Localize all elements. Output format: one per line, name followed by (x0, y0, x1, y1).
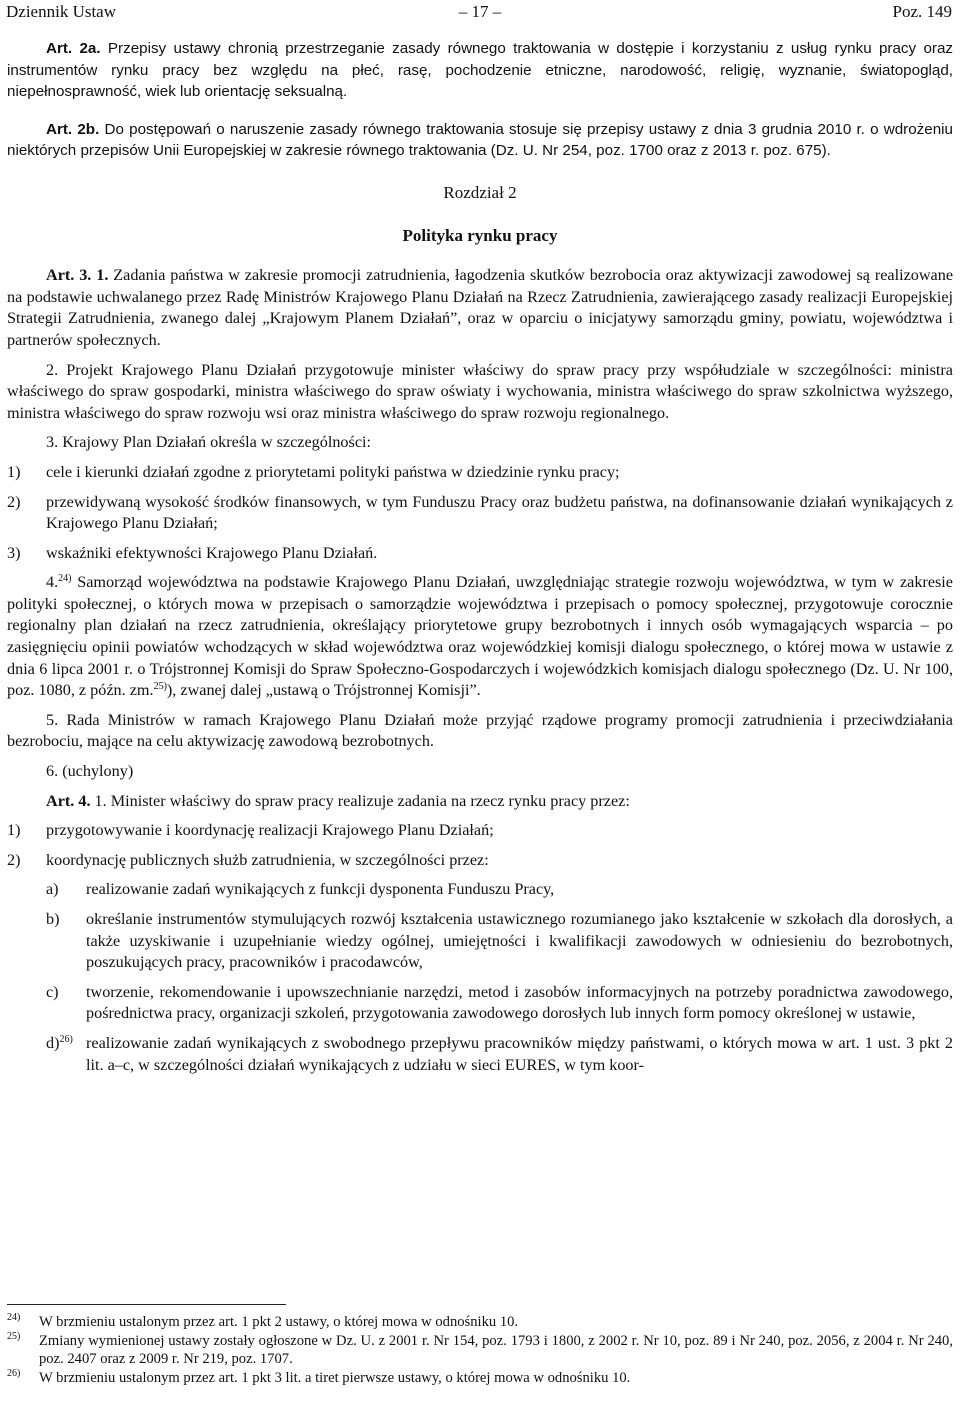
footnote-divider (7, 1304, 286, 1305)
chapter-number: Rozdział 2 (443, 182, 517, 202)
page-header (0, 0, 960, 22)
page-number: – 17 – (458, 2, 502, 21)
footnote: 26) W brzmieniu ustalonym przez art. 1 pkt 3 lit. a tiret pierwsze ustawy, o której mowa w odnośniku 10. (7, 1367, 631, 1386)
footnote-ref: 25) (153, 681, 167, 693)
footnote: 24) W brzmieniu ustalonym przez art. 1 pkt 2 ustawy, o której mowa w odnośniku 10. (7, 1312, 519, 1330)
chapter-title: Polityka rynku pracy (402, 225, 558, 245)
article-4-para-1: Art. 4. 1. Minister właściwy do spraw pracy realizuje zadania na rzecz rynku pracy przez: (46, 791, 630, 810)
article-3-para-4: 4.$^{24)}$ Samorząd województwa na podstawie Krajowego Planu Działań, uwzględniając strategie rozwoju województwa, w tym w zakresie polityki społecznej, o których mowa w przepisach o samorządzie województwa i przepisach o pomocy społecznej, przygotowuje corocznie regionalny plan działań na rzecz zatrudnienia, określający priorytetowe grupy bezrobotnych i innych osób wymagających wsparcia – po zasięgnięciu opinii powiatów wchodzących w skład województwa oraz wojewódzkiej komisji dialogu społecznego, o której mowa w ustawie z dnia 6 lipca 2001 r. o Trójstronnej Komisji do Spraw Społeczno-Gospodarczych i wojewódzkich komisjach dialogu społecznego (Dz. U. Nr 100, poz. 1080, z późn. zm.$^{25)}$), zwanej dalej „ustawą o Trójstronnej Komisji”. (7, 573, 953, 700)
article-2b-text: Do postępowań o naruszenie zasady równego traktowania stosuje się przepisy ustawy z dnia 3 grudnia 2010 r. o wdrożeniu niektórych przepisów Unii Europejskiej w zakresie równego traktowania (Dz. U. Nr 254, poz. 1700 oraz z 2013 r. poz. 675). (7, 120, 953, 160)
document-body (7, 38, 953, 1076)
footnote-ref: 26) (59, 1033, 73, 1045)
article-3-para-3: 3. Krajowy Plan Działań określa w szczególności: (46, 433, 371, 452)
article-2b-label: Art. 2b. (46, 120, 100, 138)
article-2a-text: Przepisy ustawy chronią przestrzeganie zasady równego traktowania w dostępie i korzystaniu z usług rynku pracy oraz instrumentów rynku pracy bez względu na płeć, rasę, pochodzenie etniczne, narodowość, religię, wyznanie, światopogląd, niepełnosprawność, wiek lub orientację seksualną. (7, 40, 953, 101)
journal-title: Dziennik Ustaw (6, 2, 117, 21)
article-2b (7, 119, 953, 162)
article-4-label: Art. 4. (46, 791, 91, 810)
list-item: 1) przygotowywanie i koordynację realizacji Krajowego Planu Działań; (7, 821, 494, 840)
article-2a-label: Art. 2a. (46, 40, 101, 57)
footnote: 25) Zmiany wymienionej ustawy zostały ogłoszone w Dz. U. z 2001 r. Nr 154, poz. 1793 i 1800, z 2002 r. Nr 10, poz. 89 i Nr 240, poz. 2056, z 2004 r. Nr 240, poz. 2407 oraz z 2009 r. Nr 219, poz. 1707. (7, 1330, 953, 1368)
article-3-para-5: 5. Rada Ministrów w ramach Krajowego Planu Działań może przyjąć rządowe programy promocji zatrudnienia i przeciwdziałania bezrobociu, mające na celu aktywizację zawodową bezrobotnych. (7, 710, 953, 751)
sub-list-item: c) tworzenie, rekomendowanie i upowszechnianie narzędzi, metod i zasobów informacyjnych na potrzeby poradnictwa zawodowego, pośrednictwa pracy, organizacji szkoleń, przygotowania zawodowego dorosłych lub innych form pomocy określonej w ustawie, (46, 982, 953, 1023)
list-item: 2) przewidywaną wysokość środków finansowych, w tym Funduszu Pracy oraz budżetu państwa, na dofinansowanie działań wynikających z Krajowego Planu Działań; (7, 492, 953, 533)
footnote-ref: 24) (58, 573, 72, 585)
article-3-para-2: 2. Projekt Krajowego Planu Działań przygotowuje minister właściwy do spraw pracy przy współudziale w szczególności: ministra właściwego do spraw gospodarki, ministra właściwego do spraw oświaty i wychowania, ministra właściwego do spraw szkolnictwa wyższego, ministra właściwego do spraw rozwoju wsi oraz ministra właściwego do spraw rozwoju regionalnego. (7, 360, 953, 422)
article-2a (7, 38, 953, 103)
article-3-para-1: Art. 3. 1. Zadania państwa w zakresie promocji zatrudnienia, łagodzenia skutków bezrobocia oraz aktywizacji zawodowej są realizowane na podstawie uchwalanego przez Radę Ministrów Krajowego Planu Działań na Rzecz Zatrudnienia, zawierającego zasady realizacji Europejskiej Strategii Zatrudnienia, zwanego dalej „Krajowym Planem Działań”, oraz w oparciu o inicjatywy samorządu gminy, powiatu, województwa i partnerów społecznych. (7, 266, 954, 349)
sub-list-item: a) realizowanie zadań wynikających z funkcji dysponenta Funduszu Pracy, (46, 880, 555, 899)
footnotes (7, 1304, 953, 1387)
article-3-label: Art. 3. 1. (46, 266, 109, 285)
sub-list-item: d)$^{26)}$ realizowanie zadań wynikających z swobodnego przepływu pracowników między państwami, o których mowa w art. 1 ust. 3 pkt 2 lit. a–c, w szczególności działań wynikających z udziału w sieci EURES, w tym koor- (46, 1033, 953, 1074)
list-item: 2) koordynację publicznych służb zatrudnienia, w szczególności przez: (7, 850, 489, 869)
list-item: 1) cele i kierunki działań zgodne z priorytetami polityki państwa w dziedzinie rynku pracy; (7, 462, 620, 481)
article-3-para-6: 6. (uchylony) (46, 762, 134, 781)
sub-list-item: b) określanie instrumentów stymulujących rozwój kształcenia ustawicznego rozumianego jako kształcenie w szkołach dla dorosłych, a także uzyskiwanie i uzupełnianie wiedzy ogólnej, umiejętności i kwalifikacji zawodowych w odniesieniu do bezrobotnych, poszukujących pracy, pracowników i pracodawców, (46, 910, 953, 972)
list-item: 3) wskaźniki efektywności Krajowego Planu Działań. (7, 543, 378, 562)
position-number: Poz. 149 (892, 2, 952, 21)
